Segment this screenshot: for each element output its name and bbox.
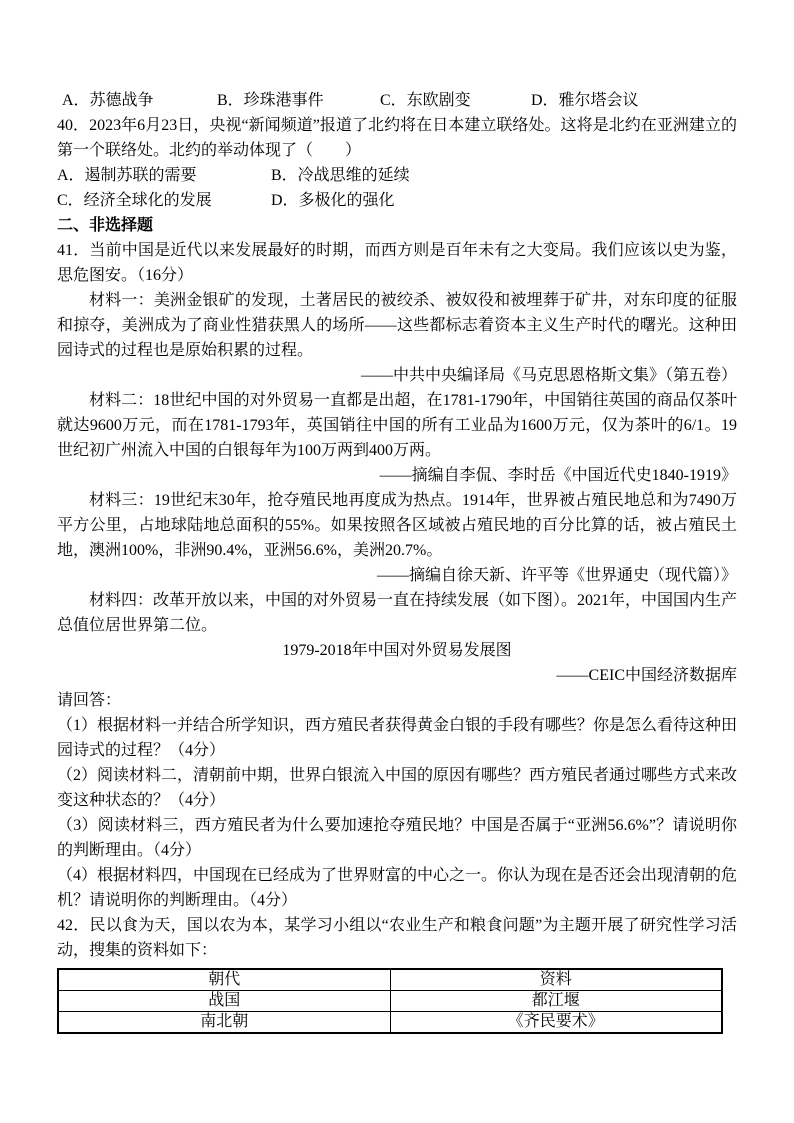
q39-option-a: A．苏德战争 [62,92,154,109]
q41-subquestion-1: （1）根据材料一并结合所学知识，西方殖民者获得黄金白银的手段有哪些？你是怎么看待这种田园诗式的过程？（4分） [57,717,738,759]
q39-options-row [57,88,737,113]
q41-material-1-source: ——中共中央编译局《马克思恩格斯文集》（第五卷） [360,367,737,384]
q39-option-b: B．珍珠港事件 [217,92,324,109]
q42-table-row-2 [58,1012,722,1034]
q41-material-2: 材料二：18世纪中国的对外贸易一直都是出超，在1781-1790年，中国销往英国的商品仅茶叶就达9600万元，而在1781-1793年，英国销往中国的所有工业品为1600万元，仅为茶叶的6/1。19世纪初广州流入中国的白银每年为100万两到400万两。 [57,392,737,459]
q41-material-3-source: ——摘编自徐天新、许平等《世界通史（现代篇）》 [376,567,737,584]
q42-table-header-dynasty: 朝代 [58,969,390,991]
q41-stem: 41．当前中国是近代以来发展最好的时期，而西方则是百年未有之大变局。我们应该以史为鉴，思危图安。（16分） [57,242,737,284]
q41-material-3: 材料三：19世纪末30年，抢夺殖民地再度成为热点。1914年，世界被占殖民地总和为7490万平方公里，占地球陆地总面积的55%。如果按照各区域被占殖民地的百分比算的话，被占殖民土地，澳洲100%，非洲90.4%，亚洲56.6%，美洲20.7%。 [57,492,737,559]
q42-table [57,968,723,1034]
q40-option-a: A．遏制苏联的需要 [57,167,197,184]
q40-option-b: B．冷战思维的延续 [271,167,410,184]
section-2-heading: 二、非选择题 [57,217,154,234]
q41-answer-prompt: 请回答： [57,692,122,709]
q42-table-cell: 都江堰 [390,991,722,1012]
page-content [57,88,737,1034]
q41-subquestion-2: （2）阅读材料二，清朝前中期，世界白银流入中国的原因有哪些？西方殖民者通过哪些方式来改变这种状态的？（4分） [57,767,738,809]
q41-material-2-source: ——摘编自李侃、李时岳《中国近代史1840-1919》 [379,467,737,484]
q42-stem: 42．民以食为天，国以农为本，某学习小组以“农业生产和粮食问题”为主题开展了研究性学习活动，搜集的资料如下： [57,917,737,959]
q40-option-d: D．多极化的强化 [271,192,395,209]
q39-option-c: C．东欧剧变 [380,92,471,109]
q42-table-header-row [58,969,722,991]
q40-option-c: C．经济全球化的发展 [57,192,212,209]
q40-options-row-2 [57,188,737,213]
q42-table-row-1 [58,991,722,1012]
q39-option-d: D．雅尔塔会议 [531,92,639,109]
q40-stem: 40．2023年6月23日，央视“新闻频道”报道了北约将在日本建立联络处。这将是北约在亚洲建立的第一个联络处。北约的举动体现了（ ） [57,117,737,159]
q41-figure-source: ——CEIC中国经济数据库 [556,667,737,684]
q41-subquestion-4: （4）根据材料四，中国现在已经成为了世界财富的中心之一。你认为现在是否还会出现清朝的危机？请说明你的判断理由。（4分） [57,867,738,909]
q41-material-1: 材料一：美洲金银矿的发现，土著居民的被绞杀、被奴役和被埋葬于矿井，对东印度的征服和掠夺，美洲成为了商业性猎获黑人的场所——这些都标志着资本主义生产时代的曙光。这种田园诗式的过程也是原始积累的过程。 [57,292,737,359]
q42-table-cell: 南北朝 [58,1012,390,1034]
q41-subquestion-3: （3）阅读材料三，西方殖民者为什么要加速抢夺殖民地？中国是否属于“亚洲56.6%”？请说明你的判断理由。（4分） [57,817,737,859]
q42-table-header-material: 资料 [390,969,722,991]
q42-table-cell: 战国 [58,991,390,1012]
q40-options-row-1 [57,163,737,188]
q42-table-cell: 《齐民要术》 [390,1012,722,1034]
q41-material-4: 材料四：改革开放以来，中国的对外贸易一直在持续发展（如下图）。2021年，中国国内生产总值位居世界第二位。 [57,592,738,634]
q41-figure-title: 1979-2018年中国对外贸易发展图 [282,642,512,659]
